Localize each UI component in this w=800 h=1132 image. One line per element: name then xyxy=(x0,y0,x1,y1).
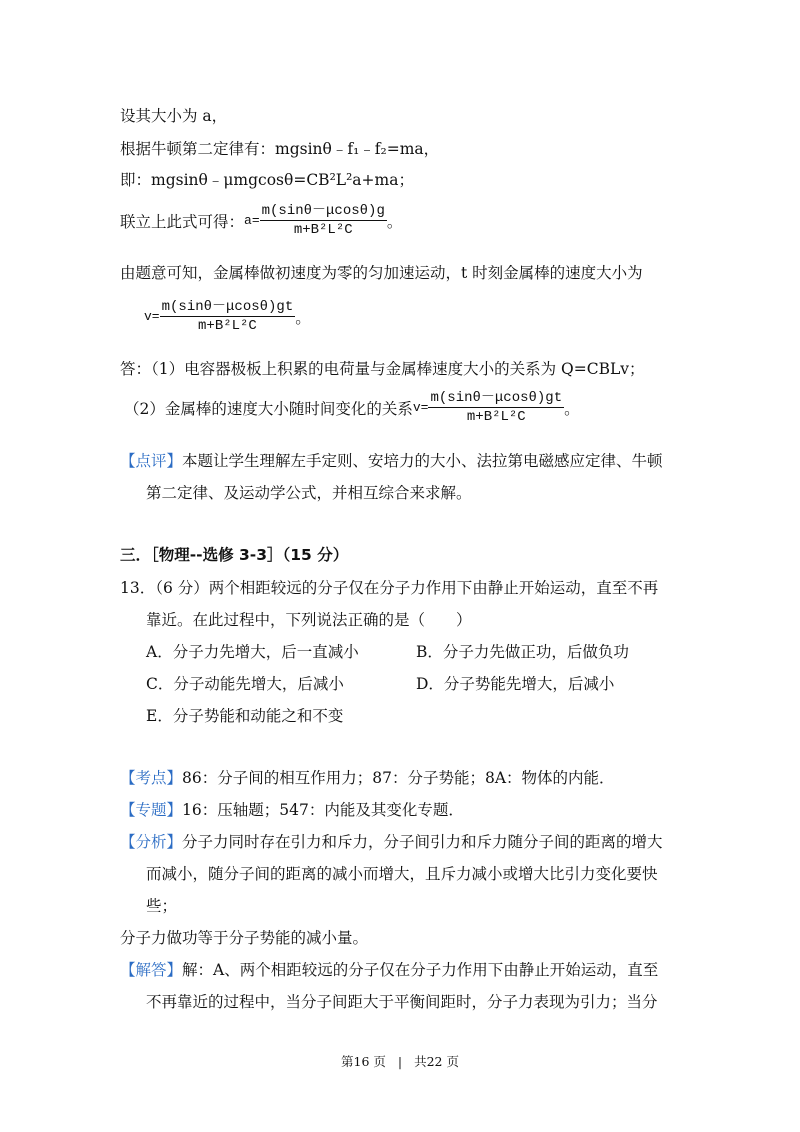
text-prefix: 联立上此式可得： xyxy=(120,212,245,231)
numerator: m(sinθ－μcosθ)g xyxy=(261,203,385,219)
option-e: E．分子势能和动能之和不变 xyxy=(146,707,344,725)
zhuanti-line xyxy=(120,798,464,820)
text-line: 设其大小为 a， xyxy=(120,107,228,125)
jieda-line-1 xyxy=(120,958,658,980)
kaodian-text: 86：分子间的相互作用力；87：分子势能；8A：物体的内能． xyxy=(182,769,615,787)
page-total: 共22 页 xyxy=(414,1054,459,1069)
numerator: m(sinθ－μcosθ)gt xyxy=(430,390,563,406)
formula-lhs: v= xyxy=(412,400,429,415)
jieda-tag: 【解答】 xyxy=(120,961,183,979)
kaodian-tag: 【考点】 xyxy=(120,769,183,787)
numerator: m(sinθ－μcosθ)gt xyxy=(161,299,294,315)
page-footer xyxy=(0,1052,800,1070)
text-line: 即：mgsinθ﹣μmgcosθ=CB²L²a+ma； xyxy=(120,171,414,189)
denominator: m+B²L²C xyxy=(198,318,257,334)
section-heading: 三．［物理--选修 3-3］（15 分） xyxy=(120,546,349,564)
denominator: m+B²L²C xyxy=(466,409,526,425)
comment-line-1 xyxy=(120,449,663,471)
comment-tag: 【点评】 xyxy=(120,452,183,470)
fraction xyxy=(160,299,296,334)
fenxi-text: 分子力同时存在引力和斥力，分子间引力和斥力随分子间的距离的增大 xyxy=(182,833,663,851)
denominator: m+B²L²C xyxy=(293,222,353,238)
formula-lhs: v= xyxy=(144,309,160,324)
page-number: 第16 页 xyxy=(341,1054,386,1069)
jieda-line-2: 不再靠近的过程中，当分子间距大于平衡间距时，分子力表现为引力；当分 xyxy=(146,993,658,1011)
option-d: D．分子势能先增大，后减小 xyxy=(416,675,615,693)
formula-lhs: a= xyxy=(244,213,260,228)
period: 。 xyxy=(295,308,311,327)
zhuanti-text: 16：压轴题；547：内能及其变化专题． xyxy=(182,801,464,819)
zhuanti-tag: 【专题】 xyxy=(120,801,183,819)
period: 。 xyxy=(386,212,403,231)
comment-text: 本题让学生理解左手定则、安培力的大小、法拉第电磁感应定律、牛顿 xyxy=(182,452,663,470)
question-line-2: 靠近。在此过程中，下列说法正确的是（ ） xyxy=(146,611,472,629)
fenxi-tag: 【分析】 xyxy=(120,833,183,851)
text-line: 由题意可知，金属棒做初速度为零的匀加速运动，t 时刻金属棒的速度大小为 xyxy=(120,264,643,282)
kaodian-line xyxy=(120,766,615,788)
period: 。 xyxy=(564,399,580,418)
formula-line-v xyxy=(144,299,311,334)
formula-line-a xyxy=(120,203,402,238)
question-line-1: 13．（6 分）两个相距较远的分子仅在分子力作用下由静止开始运动，直至不再 xyxy=(120,579,659,597)
option-b: B．分子力先做正功，后做负功 xyxy=(416,643,629,661)
option-a: A．分子力先增大，后一直减小 xyxy=(146,643,359,661)
text-prefix: （2）金属棒的速度大小随时间变化的关系 xyxy=(124,399,413,418)
fraction xyxy=(428,390,564,425)
comment-line-2: 第二定律、及运动学公式，并相互综合来求解。 xyxy=(146,484,472,502)
fraction xyxy=(260,203,387,238)
fenxi-line-4: 分子力做功等于分子势能的减小量。 xyxy=(120,929,369,947)
fenxi-line-1 xyxy=(120,830,663,852)
jieda-text: 解：A、两个相距较远的分子仅在分子力作用下由静止开始运动，直至 xyxy=(182,961,659,979)
fenxi-line-3: 些； xyxy=(146,897,178,915)
answer-line-2 xyxy=(124,390,580,425)
fenxi-line-2: 而减小，随分子间的距离的减小而增大，且斥力减小或增大比引力变化要快 xyxy=(146,865,658,883)
option-c: C．分子动能先增大，后减小 xyxy=(146,675,344,693)
footer-separator: | xyxy=(397,1054,403,1069)
text-line: 根据牛顿第二定律有：mgsinθ﹣f₁﹣f₂=ma， xyxy=(120,140,440,158)
answer-line-1: 答：（1）电容器极板上积累的电荷量与金属棒速度大小的关系为 Q=CBLv； xyxy=(120,360,645,378)
